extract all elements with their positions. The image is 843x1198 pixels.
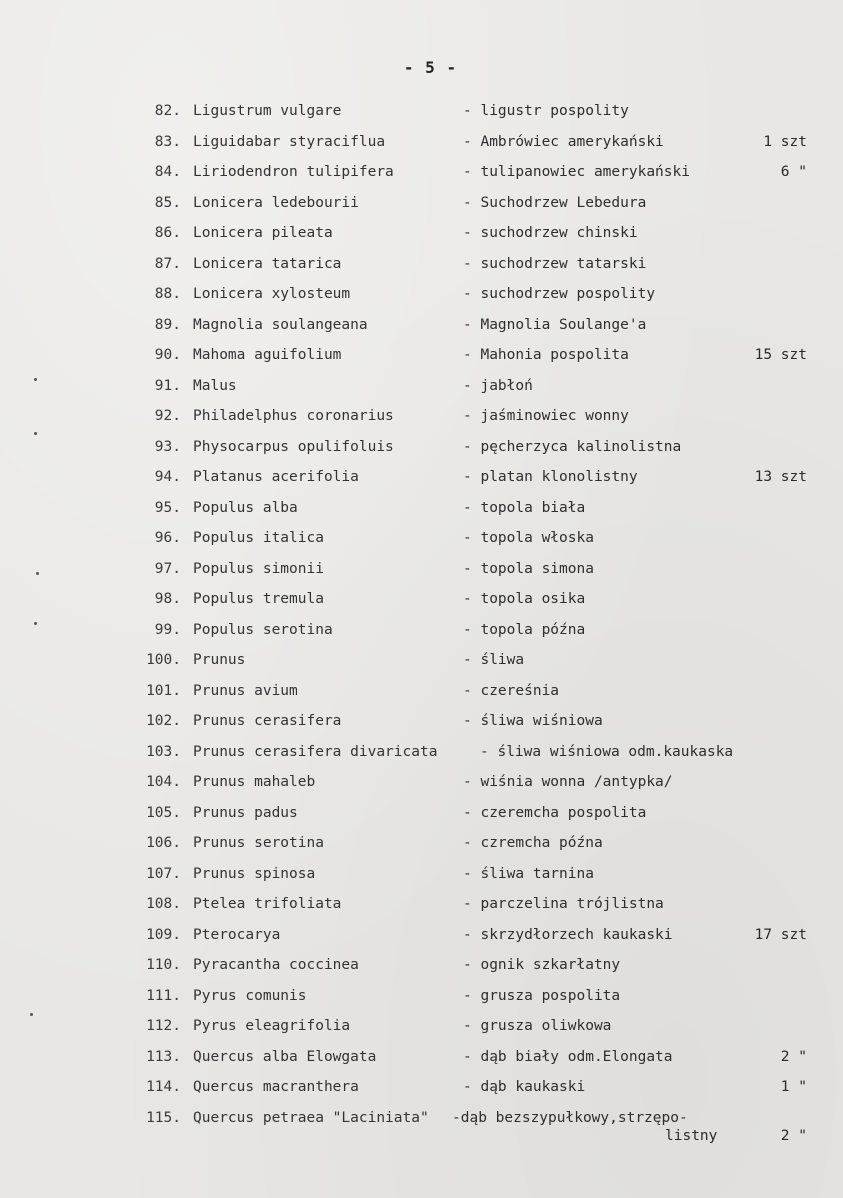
- entry-number: 82.: [154, 103, 181, 119]
- latin-name: Lonicera tatarica: [193, 255, 342, 272]
- quantity: 1 szt: [763, 133, 807, 150]
- latin-name: Philadelphus coronarius: [193, 408, 394, 424]
- polish-name: - topola włoska: [463, 530, 594, 546]
- polish-name: - pęcherzyca kalinolistna: [463, 438, 682, 455]
- polish-name: - ligustr pospolity: [463, 103, 629, 119]
- polish-name: - śliwa wiśniowa odm.kaukaska: [480, 743, 734, 760]
- latin-name: Prunus mahaleb: [193, 774, 316, 790]
- entry-number: 87.: [154, 255, 181, 272]
- polish-name: - topola późna: [463, 621, 586, 638]
- latin-name: Physocarpus opulifoluis: [193, 438, 394, 455]
- polish-name: - śliwa wiśniowa: [463, 713, 603, 729]
- margin-mark: [34, 622, 37, 625]
- polish-name: - topola biała: [463, 499, 586, 516]
- margin-mark: [30, 1013, 33, 1016]
- latin-name: Prunus cerasifera: [193, 713, 342, 729]
- quantity: 6 ": [780, 164, 807, 180]
- entry-number: 93.: [154, 438, 181, 455]
- plant-entry: [0, 193, 843, 223]
- latin-name: Lonicera ledebourii: [193, 194, 359, 211]
- polish-name: - Magnolia Soulange'a: [463, 316, 647, 333]
- plant-entry: [0, 1016, 843, 1046]
- plant-entry: [0, 528, 843, 558]
- polish-name: - jabłoń: [463, 377, 533, 394]
- entry-number: 97.: [154, 560, 181, 577]
- entry-number: 115.: [146, 1109, 181, 1126]
- latin-name: Ptelea trifoliata: [193, 896, 342, 912]
- latin-name: Pyracantha coccinea: [193, 957, 359, 973]
- polish-name: - skrzydłorzech kaukaski: [463, 926, 673, 943]
- polish-name: - dąb biały odm.Elongata: [463, 1048, 673, 1065]
- latin-name: Populus serotina: [193, 621, 333, 638]
- polish-name: - Ambrówiec amerykański: [463, 133, 664, 150]
- latin-name: Quercus alba Elowgata: [193, 1048, 377, 1065]
- entry-number: 104.: [146, 774, 181, 790]
- polish-name: - suchodrzew chinski: [463, 225, 638, 241]
- latin-name: Prunus cerasifera divaricata: [193, 743, 438, 760]
- polish-name: - ognik szkarłatny: [463, 957, 621, 973]
- continuation-text: listny: [665, 1128, 718, 1144]
- latin-name: Pyrus eleagrifolia: [193, 1018, 351, 1034]
- polish-name: - dąb kaukaski: [463, 1079, 586, 1095]
- latin-name: Magnolia soulangeana: [193, 316, 368, 333]
- latin-name: Liriodendron tulipifera: [193, 164, 394, 180]
- latin-name: Populus tremula: [193, 591, 324, 607]
- plant-entry: [0, 1047, 843, 1077]
- polish-name: - jaśminowiec wonny: [463, 408, 629, 424]
- quantity: 1 ": [780, 1079, 807, 1095]
- entry-number: 102.: [146, 713, 181, 729]
- plant-entry: [0, 925, 843, 955]
- polish-name: - Suchodrzew Lebedura: [463, 194, 647, 211]
- plant-entry: [0, 498, 843, 528]
- polish-name: - Mahonia pospolita: [463, 347, 629, 363]
- latin-name: Lonicera xylosteum: [193, 286, 351, 302]
- entry-number: 105.: [146, 804, 181, 821]
- plant-entry: [0, 284, 843, 314]
- plant-entry: [0, 955, 843, 985]
- polish-name: - topola osika: [463, 591, 586, 607]
- plant-entry: [0, 833, 843, 863]
- page-number: - 5 -: [403, 58, 458, 77]
- plant-entry: [0, 406, 843, 436]
- polish-name: - grusza oliwkowa: [463, 1018, 612, 1034]
- polish-name: - śliwa tarnina: [463, 865, 594, 882]
- latin-name: Prunus spinosa: [193, 865, 316, 882]
- plant-entry: [0, 864, 843, 894]
- entry-number: 114.: [146, 1079, 181, 1095]
- latin-name: Malus: [193, 377, 237, 394]
- plant-entry: [0, 467, 843, 497]
- latin-name: Pterocarya: [193, 926, 281, 943]
- plant-entry: [0, 742, 843, 772]
- plant-entry: [0, 223, 843, 253]
- continuation-quantity: 2 ": [780, 1128, 807, 1144]
- polish-name: - czereśnia: [463, 682, 560, 699]
- latin-name: Platanus acerifolia: [193, 469, 359, 485]
- polish-name: - śliwa: [463, 652, 525, 668]
- entry-number: 95.: [154, 499, 181, 516]
- entry-number: 91.: [154, 377, 181, 394]
- quantity: 17 szt: [754, 926, 807, 943]
- latin-name: Ligustrum vulgare: [193, 103, 342, 119]
- entry-number: 99.: [154, 621, 181, 638]
- polish-name: - grusza pospolita: [463, 987, 621, 1004]
- latin-name: Populus alba: [193, 499, 298, 516]
- entry-number: 107.: [146, 865, 181, 882]
- latin-name: Prunus avium: [193, 682, 298, 699]
- polish-name: - platan klonolistny: [463, 469, 638, 485]
- entry-number: 89.: [154, 316, 181, 333]
- plant-entry: [0, 559, 843, 589]
- entry-number: 90.: [154, 347, 181, 363]
- polish-name: - tulipanowiec amerykański: [463, 164, 690, 180]
- entry-number: 96.: [154, 530, 181, 546]
- plant-entry: [0, 986, 843, 1016]
- polish-name: - czremcha późna: [463, 835, 603, 851]
- plant-entry: [0, 620, 843, 650]
- polish-name: - parczelina trójlistna: [463, 896, 664, 912]
- plant-entry: [0, 132, 843, 162]
- margin-mark: [34, 432, 37, 435]
- polish-name: - topola simona: [463, 560, 594, 577]
- entry-number: 86.: [154, 225, 181, 241]
- margin-mark: [34, 378, 37, 381]
- entry-number: 88.: [154, 286, 181, 302]
- plant-entry: [0, 376, 843, 406]
- plant-entry: [0, 803, 843, 833]
- latin-name: Liguidabar styraciflua: [193, 133, 386, 150]
- polish-name: - wiśnia wonna /antypka/: [463, 774, 673, 790]
- polish-name: - suchodrzew pospolity: [463, 286, 656, 302]
- latin-name: Quercus petraea "Laciniata": [193, 1109, 429, 1126]
- plant-entry: [0, 1077, 843, 1107]
- polish-name: - czeremcha pospolita: [463, 804, 647, 821]
- plant-entry: [0, 711, 843, 741]
- entry-number: 112.: [146, 1018, 181, 1034]
- latin-name: Populus italica: [193, 530, 324, 546]
- quantity: 15 szt: [754, 347, 807, 363]
- entry-number: 100.: [146, 652, 181, 668]
- entry-number: 101.: [146, 682, 181, 699]
- plant-entry: [0, 589, 843, 619]
- plant-entry: [0, 315, 843, 345]
- entry-number: 108.: [146, 896, 181, 912]
- plant-entry: [0, 650, 843, 680]
- latin-name: Prunus: [193, 652, 246, 668]
- plant-entry: [0, 894, 843, 924]
- margin-mark: [36, 572, 39, 575]
- entry-number: 109.: [146, 926, 181, 943]
- entry-number: 85.: [154, 194, 181, 211]
- entry-number: 111.: [146, 987, 181, 1004]
- plant-entry: [0, 101, 843, 131]
- plant-entry: [0, 345, 843, 375]
- latin-name: Pyrus comunis: [193, 987, 307, 1004]
- entry-number: 113.: [146, 1048, 181, 1065]
- entry-number: 92.: [154, 408, 181, 424]
- entry-number: 84.: [154, 164, 181, 180]
- polish-name: - suchodrzew tatarski: [463, 255, 647, 272]
- entry-number: 98.: [154, 591, 181, 607]
- entry-number: 110.: [146, 957, 181, 973]
- latin-name: Prunus serotina: [193, 835, 324, 851]
- latin-name: Populus simonii: [193, 560, 324, 577]
- polish-name: -dąb bezszypułkowy,strzępo-: [452, 1109, 688, 1126]
- plant-entry: [0, 437, 843, 467]
- entry-number: 106.: [146, 835, 181, 851]
- plant-entry: [0, 772, 843, 802]
- plant-entry: [0, 162, 843, 192]
- latin-name: Lonicera pileata: [193, 225, 333, 241]
- latin-name: Mahoma aguifolium: [193, 347, 342, 363]
- latin-name: Prunus padus: [193, 804, 298, 821]
- plant-entry: [0, 254, 843, 284]
- latin-name: Quercus macranthera: [193, 1079, 359, 1095]
- entry-number: 94.: [154, 469, 181, 485]
- entry-number: 83.: [154, 133, 181, 150]
- quantity: 13 szt: [754, 469, 807, 485]
- quantity: 2 ": [780, 1048, 807, 1065]
- plant-entry: [0, 681, 843, 711]
- entry-number: 103.: [146, 743, 181, 760]
